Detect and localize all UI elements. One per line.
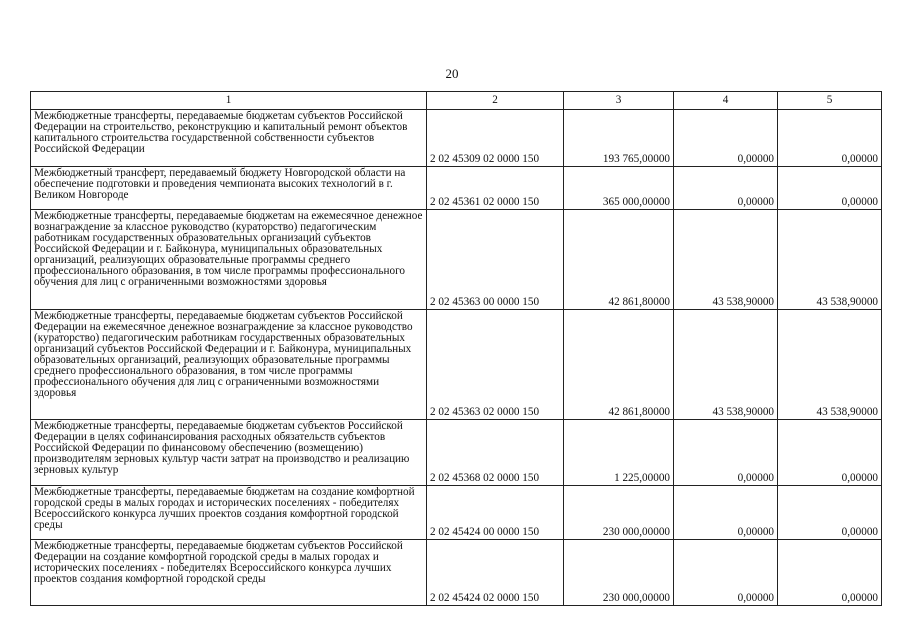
budget-table <box>30 91 882 606</box>
table-row <box>31 167 882 210</box>
row-value-3: 1 225,00000 <box>564 420 674 486</box>
header-cell-3: 3 <box>564 92 674 110</box>
header-cell-5: 5 <box>778 92 882 110</box>
row-value-5: 0,00000 <box>778 167 882 210</box>
row-value-4: 0,00000 <box>674 486 778 540</box>
row-value-5: 0,00000 <box>778 420 882 486</box>
row-description: Межбюджетный трансферт, передаваемый бюджету Новгородской области на обеспечение подготовки и проведения чемпионата высоких технологий в г. Великом Новгороде <box>31 167 427 210</box>
table-row <box>31 420 882 486</box>
page-number: 20 <box>445 66 459 81</box>
row-value-4: 0,00000 <box>674 540 778 606</box>
row-value-5: 43 538,90000 <box>778 310 882 420</box>
row-code: 2 02 45363 02 0000 150 <box>427 310 564 420</box>
table-row <box>31 210 882 310</box>
row-code: 2 02 45361 02 0000 150 <box>427 167 564 210</box>
row-value-3: 42 861,80000 <box>564 210 674 310</box>
row-value-5: 0,00000 <box>778 486 882 540</box>
row-value-5: 43 538,90000 <box>778 210 882 310</box>
header-row <box>31 92 882 110</box>
row-code: 2 02 45309 02 0000 150 <box>427 110 564 167</box>
row-value-3: 230 000,00000 <box>564 486 674 540</box>
row-value-4: 43 538,90000 <box>674 210 778 310</box>
row-value-3: 230 000,00000 <box>564 540 674 606</box>
header-cell-4: 4 <box>674 92 778 110</box>
table-row <box>31 486 882 540</box>
row-description: Межбюджетные трансферты, передаваемые бюджетам на ежемесячное денежное вознаграждение за классное руководство (кураторство) педагогическим работникам государственных образовательных организаций субъектов Российской Федерации и г. Байконура, муниципальных образовательных организаций, реализующих образовательные программы среднего профессионального образования, в том числе программы профессионального обучения для лиц с ограниченными возможностями здоровья <box>31 210 427 310</box>
row-description: Межбюджетные трансферты, передаваемые бюджетам субъектов Российской Федерации на строительство, реконструкцию и капитальный ремонт объектов капитального строительства государственной собственности субъектов Российской Федерации <box>31 110 427 167</box>
row-value-4: 43 538,90000 <box>674 310 778 420</box>
row-value-3: 365 000,00000 <box>564 167 674 210</box>
row-value-5: 0,00000 <box>778 540 882 606</box>
row-value-5: 0,00000 <box>778 110 882 167</box>
row-description: Межбюджетные трансферты, передаваемые бюджетам субъектов Российской Федерации на ежемесячное денежное вознаграждение за классное руководство (кураторство) педагогическим работникам государственных образовательных организаций субъектов Российской Федерации и г. Байконура, муниципальных образовательных организаций, реализующих образовательные программы среднего профессионального образования, в том числе программы профессионального обучения для лиц с ограниченными возможностями здоровья <box>31 310 427 420</box>
table-row <box>31 540 882 606</box>
row-description: Межбюджетные трансферты, передаваемые бюджетам субъектов Российской Федерации в целях софинансирования расходных обязательств субъектов Российской Федерации по финансовому обеспечению (возмещению) производителям зерновых культур части затрат на производство и реализацию зерновых культур <box>31 420 427 486</box>
row-value-4: 0,00000 <box>674 167 778 210</box>
header-cell-2: 2 <box>427 92 564 110</box>
header-cell-1: 1 <box>31 92 427 110</box>
row-value-4: 0,00000 <box>674 420 778 486</box>
row-code: 2 02 45424 00 0000 150 <box>427 486 564 540</box>
row-description: Межбюджетные трансферты, передаваемые бюджетам на создание комфортной городской среды в малых городах и исторических поселениях - победителях Всероссийского конкурса лучших проектов создания комфортной городской среды <box>31 486 427 540</box>
row-code: 2 02 45368 02 0000 150 <box>427 420 564 486</box>
row-value-3: 42 861,80000 <box>564 310 674 420</box>
row-value-3: 193 765,00000 <box>564 110 674 167</box>
row-code: 2 02 45363 00 0000 150 <box>427 210 564 310</box>
row-code: 2 02 45424 02 0000 150 <box>427 540 564 606</box>
row-value-4: 0,00000 <box>674 110 778 167</box>
table-row <box>31 310 882 420</box>
table-row <box>31 110 882 167</box>
row-description: Межбюджетные трансферты, передаваемые бюджетам субъектов Российской Федерации на создание комфортной городской среды в малых городах и исторических поселениях - победителях Всероссийского конкурса лучших проектов создания комфортной городской среды <box>31 540 427 606</box>
